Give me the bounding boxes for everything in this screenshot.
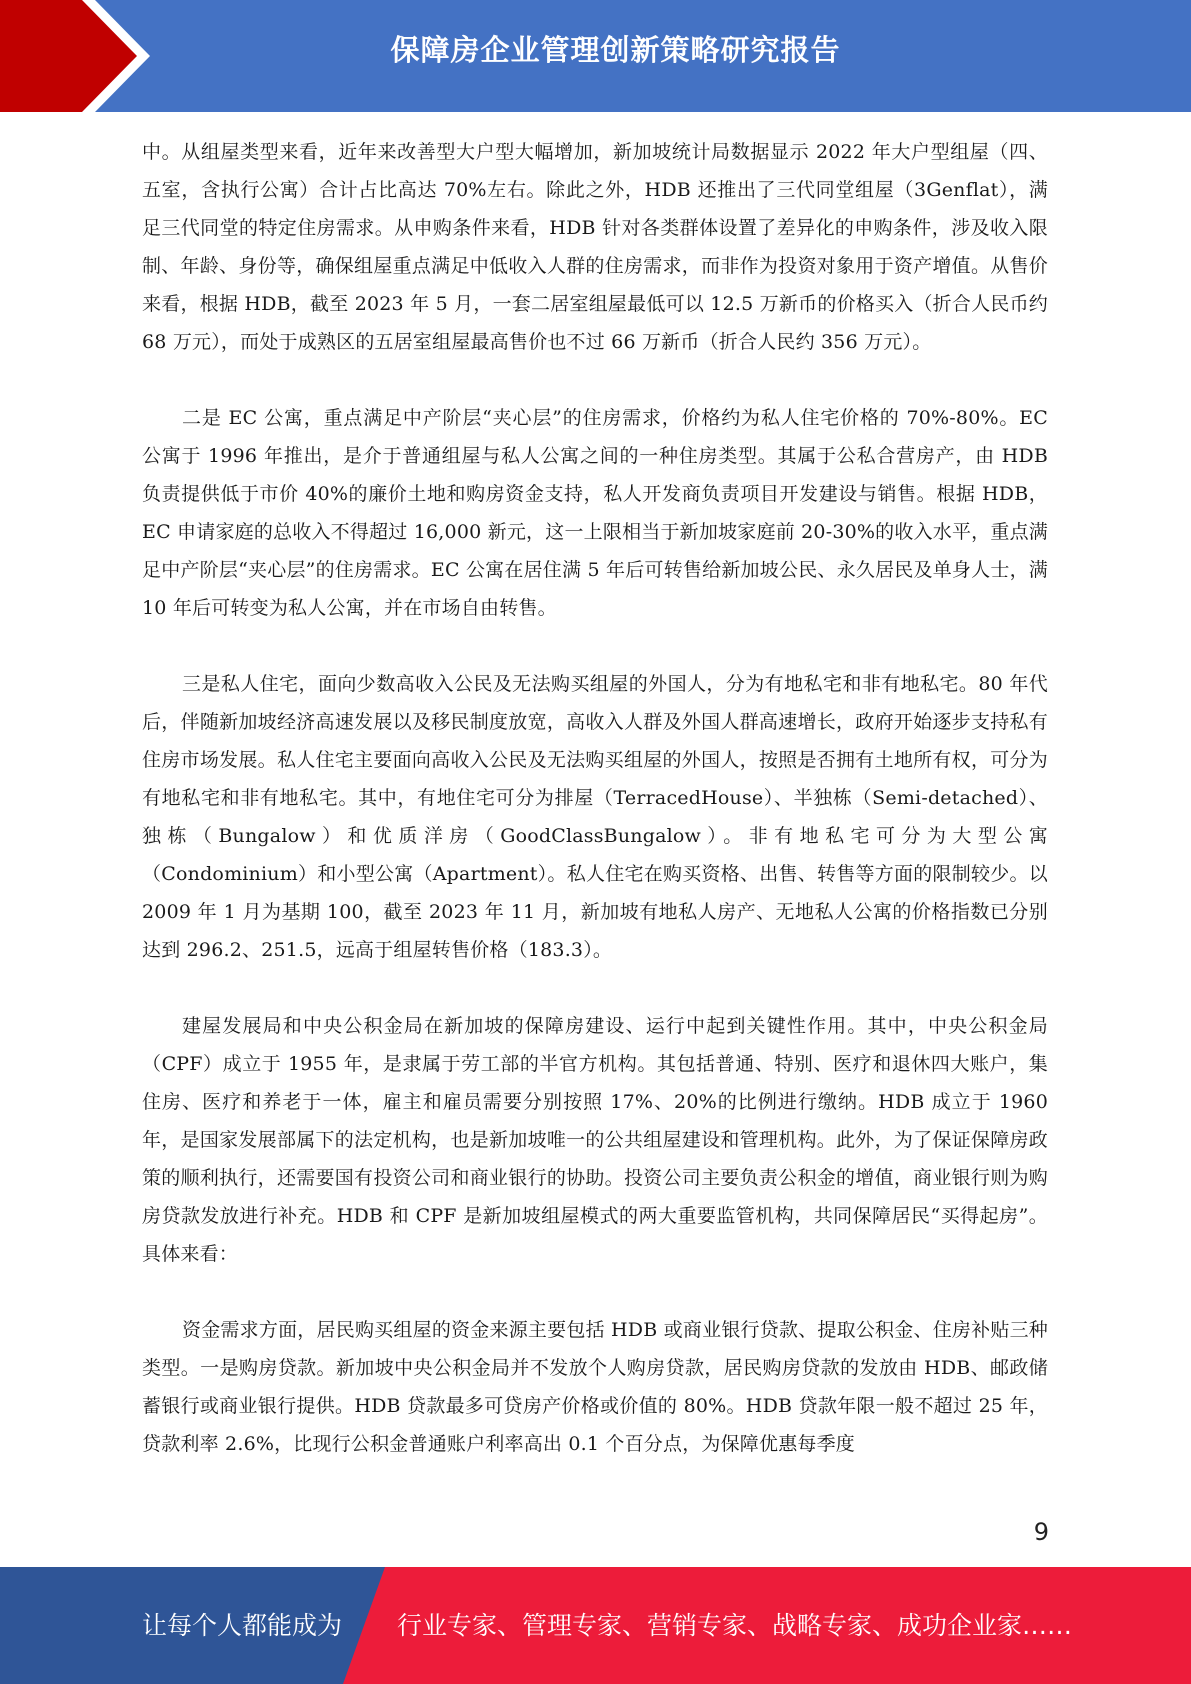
header-band bbox=[0, 0, 1191, 112]
report-title: 保障房企业管理创新策略研究报告 bbox=[390, 33, 841, 67]
footer-slogan-right: 行业专家、管理专家、营销专家、战略专家、成功企业家…… bbox=[397, 1611, 1073, 1640]
paragraph-3: 三是私人住宅，面向少数高收入公民及无法购买组屋的外国人，分为有地私宅和非有地私宅。80 年代后，伴随新加坡经济高速发展以及移民制度放宽，高收入人群及外国人群高速增长，政府开始逐步支持私有住房市场发展。私人住宅主要面向高收入公民及无法购买组屋的外国人，按照是否拥有土地所有权，可分为有地私宅和非有地私宅。其中，有地住宅可分为排屋（TerracedHouse）、半独栋（Semi-detached）、独栋（Bungalow）和优质洋房（GoodClassBungalow）。非有地私宅可分为大型公寓（Condominium）和小型公寓（Apartment）。私人住宅在购买资格、出售、转售等方面的限制较少。以 2009 年 1 月为基期 100，截至 2023 年 11 月，新加坡有地私人房产、无地私人公寓的价格指数已分别达到 296.2、251.5，远高于组屋转售价格（183.3）。 bbox=[142, 673, 1048, 961]
body-text bbox=[142, 133, 1048, 1501]
footer-slogan-left: 让每个人都能成为 bbox=[142, 1611, 343, 1640]
paragraph-2: 二是 EC 公寓，重点满足中产阶层“夹心层”的住房需求，价格约为私人住宅价格的 70%-80%。EC 公寓于 1996 年推出，是介于普通组屋与私人公寓之间的一种住房类型。其属于公私合营房产，由 HDB 负责提供低于市价 40%的廉价土地和购房资金支持，私人开发商负责项目开发建设与销售。根据 HDB，EC 申请家庭的总收入不得超过 16,000 新元，这一上限相当于新加坡家庭前 20-30%的收入水平，重点满足中产阶层“夹心层”的住房需求。EC 公寓在居住满 5 年后可转售给新加坡公民、永久居民及单身人士，满 10 年后可转变为私人公寓，并在市场自由转售。 bbox=[142, 407, 1048, 619]
page-number: 9 bbox=[1033, 1518, 1049, 1546]
paragraph-4: 建屋发展局和中央公积金局在新加坡的保障房建设、运行中起到关键性作用。其中，中央公积金局（CPF）成立于 1955 年，是隶属于劳工部的半官方机构。其包括普通、特别、医疗和退休四大账户，集住房、医疗和养老于一体，雇主和雇员需要分别按照 17%、20%的比例进行缴纳。HDB 成立于 1960 年，是国家发展部属下的法定机构，也是新加坡唯一的公共组屋建设和管理机构。此外，为了保证保障房政策的顺利执行，还需要国有投资公司和商业银行的协助。投资公司主要负责公积金的增值，商业银行则为购房贷款发放进行补充。HDB 和 CPF 是新加坡组屋模式的两大重要监管机构，共同保障居民“买得起房”。具体来看： bbox=[142, 1015, 1048, 1265]
footer-band bbox=[0, 1567, 1191, 1684]
paragraph-5: 资金需求方面，居民购买组屋的资金来源主要包括 HDB 或商业银行贷款、提取公积金、住房补贴三种类型。一是购房贷款。新加坡中央公积金局并不发放个人购房贷款，居民购房贷款的发放由 HDB、邮政储蓄银行或商业银行提供。HDB 贷款最多可贷房产价格或价值的 80%。HDB 贷款年限一般不超过 25 年，贷款利率 2.6%，比现行公积金普通账户利率高出 0.1 个百分点，为保障优惠每季度 bbox=[142, 1319, 1048, 1455]
paragraph-1: 中。从组屋类型来看，近年来改善型大户型大幅增加，新加坡统计局数据显示 2022 年大户型组屋（四、五室，含执行公寓）合计占比高达 70%左右。除此之外，HDB 还推出了三代同堂组屋（3Genflat），满足三代同堂的特定住房需求。从申购条件来看，HDB 针对各类群体设置了差异化的申购条件，涉及收入限制、年龄、身份等，确保组屋重点满足中低收入人群的住房需求，而非作为投资对象用于资产增值。从售价来看，根据 HDB，截至 2023 年 5 月，一套二居室组屋最低可以 12.5 万新币的价格买入（折合人民币约 68 万元），而处于成熟区的五居室组屋最高售价也不过 66 万新币（折合人民约 356 万元）。 bbox=[142, 141, 1048, 353]
